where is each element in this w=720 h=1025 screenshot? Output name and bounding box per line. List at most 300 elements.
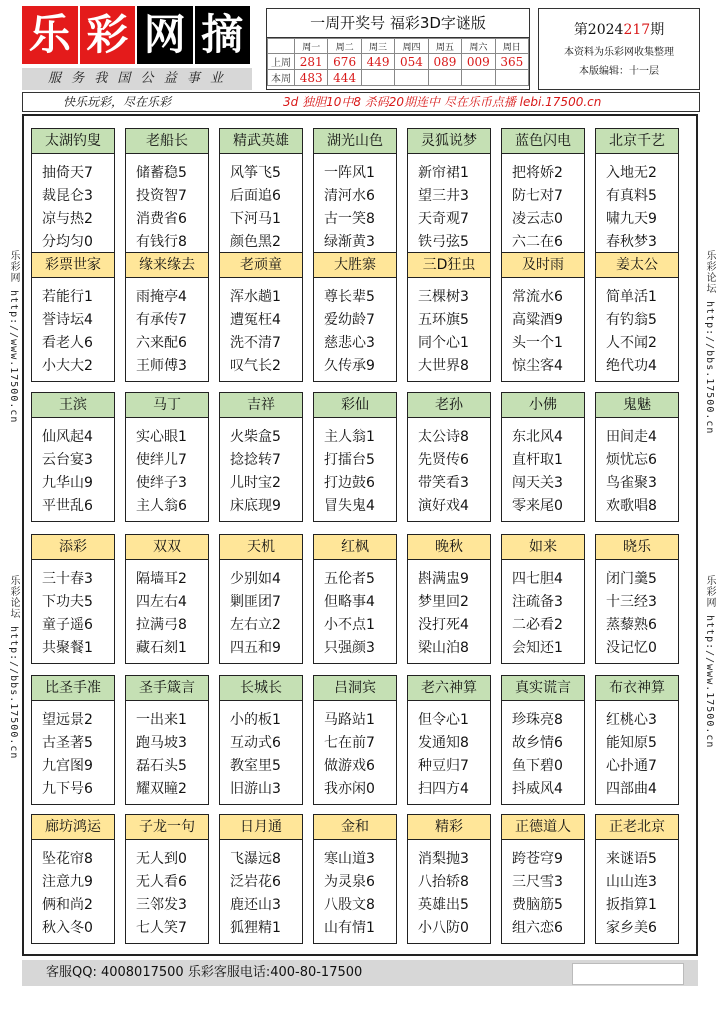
slogan: 服 务 我 国 公 益 事 业 bbox=[22, 68, 252, 90]
riddle-card bbox=[219, 128, 303, 258]
card-title: 北京千艺 bbox=[596, 129, 678, 154]
draw-number: 009 bbox=[462, 54, 495, 70]
draw-title: 一周开奖号 福彩3D字谜版 bbox=[267, 9, 529, 38]
riddle-card bbox=[31, 675, 115, 805]
card-lines bbox=[220, 840, 302, 940]
riddle-card bbox=[313, 814, 397, 944]
riddle-line: 四五和9 bbox=[230, 640, 281, 656]
riddle-line: 高粱酒9 bbox=[512, 312, 563, 328]
card-lines bbox=[314, 560, 396, 660]
riddle-line: 山山连3 bbox=[606, 874, 657, 890]
riddle-line: 火柴盒5 bbox=[230, 429, 281, 445]
riddle-line: 新帘裙1 bbox=[418, 165, 469, 181]
riddle-line: 童子遥6 bbox=[42, 617, 93, 633]
card-lines bbox=[220, 154, 302, 254]
riddle-line: 珍珠亮8 bbox=[512, 712, 563, 728]
row-label: 上周 bbox=[268, 54, 295, 70]
card-title: 老船长 bbox=[126, 129, 208, 154]
card-lines bbox=[596, 278, 678, 378]
riddle-line: 叹气长2 bbox=[230, 358, 281, 374]
riddle-line: 共聚餐1 bbox=[42, 640, 93, 656]
card-lines bbox=[596, 840, 678, 940]
riddle-line: 做游戏6 bbox=[324, 758, 375, 774]
riddle-line: 六二在6 bbox=[512, 234, 563, 250]
riddle-line: 四七胆4 bbox=[512, 571, 563, 587]
card-title: 正德道人 bbox=[502, 815, 584, 840]
riddle-line: 九华山9 bbox=[42, 475, 93, 491]
card-title: 三D狂虫 bbox=[408, 253, 490, 278]
riddle-grid bbox=[22, 114, 698, 956]
riddle-line: 欢歌唱8 bbox=[606, 498, 657, 514]
card-title: 老顽童 bbox=[220, 253, 302, 278]
riddle-line: 耀双瞳2 bbox=[136, 781, 187, 797]
riddle-line: 若能行1 bbox=[42, 289, 93, 305]
side-label-right-bottom: 乐彩网 http://www.17500.cn bbox=[704, 575, 715, 749]
riddle-card bbox=[501, 392, 585, 522]
card-title: 比圣手准 bbox=[32, 676, 114, 701]
issue-note: 本资料为乐彩网收集整理 bbox=[564, 47, 674, 58]
riddle-line: 互动式6 bbox=[230, 735, 281, 751]
riddle-line: 风筝飞5 bbox=[230, 165, 281, 181]
riddle-card bbox=[125, 392, 209, 522]
card-title: 添彩 bbox=[32, 535, 114, 560]
card-lines bbox=[220, 560, 302, 660]
riddle-line: 六来配6 bbox=[136, 335, 187, 351]
riddle-card bbox=[313, 252, 397, 382]
riddle-line: 使绊儿7 bbox=[136, 452, 187, 468]
card-lines bbox=[596, 154, 678, 254]
riddle-line: 八股文8 bbox=[324, 897, 375, 913]
riddle-line: 颜色黑2 bbox=[230, 234, 281, 250]
weekday-label: 周一 bbox=[295, 39, 328, 54]
riddle-line: 有承传7 bbox=[136, 312, 187, 328]
riddle-card bbox=[219, 392, 303, 522]
riddle-line: 下功夫5 bbox=[42, 594, 93, 610]
riddle-card bbox=[501, 675, 585, 805]
card-lines bbox=[32, 701, 114, 801]
contact-info: 客服QQ: 4008017500 乐彩客服电话:400-80-17500 bbox=[46, 965, 363, 980]
riddle-line: 后面追6 bbox=[230, 188, 281, 204]
card-lines bbox=[596, 701, 678, 801]
riddle-line: 简单活1 bbox=[606, 289, 657, 305]
riddle-line: 望远景2 bbox=[42, 712, 93, 728]
riddle-line: 无人到0 bbox=[136, 851, 187, 867]
riddle-line: 闯天关3 bbox=[512, 475, 563, 491]
card-lines bbox=[408, 278, 490, 378]
riddle-line: 带笑看3 bbox=[418, 475, 469, 491]
riddle-line: 主人翁1 bbox=[324, 429, 375, 445]
last-week-row bbox=[268, 54, 529, 70]
card-lines bbox=[408, 840, 490, 940]
ticker-right: 3d 独胆10中8 杀码20期连中 尽在乐币点播 lebi.17500.cn bbox=[283, 95, 602, 109]
card-lines bbox=[596, 560, 678, 660]
riddle-card bbox=[313, 534, 397, 664]
riddle-line: 狐狸精1 bbox=[230, 920, 281, 936]
logo-char: 网 bbox=[137, 6, 193, 64]
riddle-card bbox=[313, 675, 397, 805]
card-lines bbox=[126, 418, 208, 518]
riddle-line: 来谜语5 bbox=[606, 851, 657, 867]
riddle-card bbox=[31, 814, 115, 944]
card-lines bbox=[32, 278, 114, 378]
riddle-line: 消梨抛3 bbox=[418, 851, 469, 867]
riddle-line: 三十春3 bbox=[42, 571, 93, 587]
riddle-line: 看老人6 bbox=[42, 335, 93, 351]
riddle-line: 王师傅3 bbox=[136, 358, 187, 374]
riddle-line: 教室里5 bbox=[230, 758, 281, 774]
riddle-card bbox=[219, 534, 303, 664]
card-title: 红枫 bbox=[314, 535, 396, 560]
riddle-line: 九下号6 bbox=[42, 781, 93, 797]
riddle-line: 三尺雪3 bbox=[512, 874, 563, 890]
riddle-line: 三邻发3 bbox=[136, 897, 187, 913]
riddle-line: 泛岩花6 bbox=[230, 874, 281, 890]
card-lines bbox=[314, 418, 396, 518]
card-lines bbox=[502, 560, 584, 660]
card-title: 马丁 bbox=[126, 393, 208, 418]
card-lines bbox=[126, 154, 208, 254]
card-lines bbox=[502, 418, 584, 518]
riddle-line: 扳指算1 bbox=[606, 897, 657, 913]
side-label-left-top: 乐彩网 http://www.17500.cn bbox=[8, 250, 19, 424]
weekday-label: 周二 bbox=[328, 39, 361, 54]
card-title: 姜太公 bbox=[596, 253, 678, 278]
draw-number: 054 bbox=[395, 54, 428, 70]
weekday-label: 周日 bbox=[495, 39, 528, 54]
riddle-card bbox=[219, 814, 303, 944]
draw-number: 281 bbox=[295, 54, 328, 70]
riddle-line: 种豆归7 bbox=[418, 758, 469, 774]
riddle-line: 八抬轿8 bbox=[418, 874, 469, 890]
riddle-line: 零来尾0 bbox=[512, 498, 563, 514]
card-lines bbox=[596, 418, 678, 518]
riddle-line: 注疏备3 bbox=[512, 594, 563, 610]
riddle-line: 发通知8 bbox=[418, 735, 469, 751]
riddle-line: 斟满盅9 bbox=[418, 571, 469, 587]
riddle-card bbox=[595, 392, 679, 522]
riddle-line: 梁山泊8 bbox=[418, 640, 469, 656]
draw-number: 483 bbox=[295, 70, 328, 86]
riddle-card bbox=[595, 128, 679, 258]
card-title: 长城长 bbox=[220, 676, 302, 701]
card-title: 蓝色闪电 bbox=[502, 129, 584, 154]
card-title: 晚秋 bbox=[408, 535, 490, 560]
card-title: 双双 bbox=[126, 535, 208, 560]
draw-number: 444 bbox=[328, 70, 361, 86]
riddle-line: 十三经3 bbox=[606, 594, 657, 610]
riddle-card bbox=[219, 252, 303, 382]
riddle-card bbox=[501, 128, 585, 258]
riddle-card bbox=[219, 675, 303, 805]
riddle-line: 坠花帘8 bbox=[42, 851, 93, 867]
riddle-line: 东北风4 bbox=[512, 429, 563, 445]
riddle-line: 没打死4 bbox=[418, 617, 469, 633]
card-lines bbox=[220, 418, 302, 518]
card-title: 鬼魅 bbox=[596, 393, 678, 418]
riddle-line: 有真料5 bbox=[606, 188, 657, 204]
riddle-line: 有钱行8 bbox=[136, 234, 187, 250]
card-title: 正老北京 bbox=[596, 815, 678, 840]
riddle-line: 左右立2 bbox=[230, 617, 281, 633]
riddle-line: 没记忆0 bbox=[606, 640, 657, 656]
riddle-line: 捻捻转7 bbox=[230, 452, 281, 468]
riddle-card bbox=[501, 814, 585, 944]
logo-char: 乐 bbox=[22, 6, 78, 64]
riddle-line: 四部曲4 bbox=[606, 781, 657, 797]
card-title: 圣手箴言 bbox=[126, 676, 208, 701]
riddle-card bbox=[125, 814, 209, 944]
draw-table bbox=[267, 38, 529, 86]
card-title: 小佛 bbox=[502, 393, 584, 418]
issue-box bbox=[538, 8, 700, 90]
card-title: 金和 bbox=[314, 815, 396, 840]
riddle-card bbox=[31, 392, 115, 522]
riddle-line: 常流水6 bbox=[512, 289, 563, 305]
card-lines bbox=[314, 154, 396, 254]
riddle-line: 太公诗8 bbox=[418, 429, 469, 445]
riddle-line: 二必看2 bbox=[512, 617, 563, 633]
riddle-line: 鱼下碧0 bbox=[512, 758, 563, 774]
card-lines bbox=[502, 278, 584, 378]
riddle-line: 誉诗坛4 bbox=[42, 312, 93, 328]
card-lines bbox=[126, 278, 208, 378]
riddle-line: 英雄出5 bbox=[418, 897, 469, 913]
riddle-line: 心扑通7 bbox=[606, 758, 657, 774]
riddle-line: 久传承9 bbox=[324, 358, 375, 374]
card-title: 彩仙 bbox=[314, 393, 396, 418]
riddle-line: 凌云志0 bbox=[512, 211, 563, 227]
riddle-line: 分均匀0 bbox=[42, 234, 93, 250]
card-title: 太湖钓叟 bbox=[32, 129, 114, 154]
logo bbox=[22, 6, 252, 66]
riddle-line: 小大大2 bbox=[42, 358, 93, 374]
riddle-line: 清河水6 bbox=[324, 188, 375, 204]
riddle-line: 消费省6 bbox=[136, 211, 187, 227]
card-title: 老六神算 bbox=[408, 676, 490, 701]
riddle-line: 跑马坡3 bbox=[136, 735, 187, 751]
card-lines bbox=[220, 278, 302, 378]
riddle-line: 少别如4 bbox=[230, 571, 281, 587]
riddle-line: 无人看6 bbox=[136, 874, 187, 890]
riddle-line: 山有情1 bbox=[324, 920, 375, 936]
riddle-line: 防七对7 bbox=[512, 188, 563, 204]
riddle-card bbox=[125, 534, 209, 664]
riddle-line: 梦里回2 bbox=[418, 594, 469, 610]
riddle-line: 小的板1 bbox=[230, 712, 281, 728]
riddle-line: 三棵树3 bbox=[418, 289, 469, 305]
riddle-line: 飞瀑远8 bbox=[230, 851, 281, 867]
riddle-line: 大世界8 bbox=[418, 358, 469, 374]
riddle-line: 九宫图9 bbox=[42, 758, 93, 774]
riddle-card bbox=[595, 675, 679, 805]
card-title: 彩票世家 bbox=[32, 253, 114, 278]
card-lines bbox=[32, 840, 114, 940]
promo-ticker bbox=[22, 92, 700, 112]
riddle-card bbox=[595, 252, 679, 382]
weekday-label: 周四 bbox=[395, 39, 428, 54]
riddle-line: 入地无2 bbox=[606, 165, 657, 181]
riddle-line: 闭门羹5 bbox=[606, 571, 657, 587]
riddle-line: 使绊子3 bbox=[136, 475, 187, 491]
riddle-line: 仙风起4 bbox=[42, 429, 93, 445]
weekday-label: 周六 bbox=[462, 39, 495, 54]
riddle-line: 但略事4 bbox=[324, 594, 375, 610]
riddle-card bbox=[125, 128, 209, 258]
riddle-line: 旧游山3 bbox=[230, 781, 281, 797]
weekday-label: 周三 bbox=[361, 39, 394, 54]
riddle-line: 古一笑8 bbox=[324, 211, 375, 227]
riddle-card bbox=[31, 534, 115, 664]
riddle-line: 跨苍穹9 bbox=[512, 851, 563, 867]
side-label-left-bottom: 乐彩论坛 http://bbs.17500.cn bbox=[8, 575, 19, 760]
riddle-line: 家乡美6 bbox=[606, 920, 657, 936]
riddle-card bbox=[125, 252, 209, 382]
riddle-line: 古圣著5 bbox=[42, 735, 93, 751]
issue-editor: 本版编辑：十一层 bbox=[579, 66, 659, 77]
riddle-line: 为灵泉6 bbox=[324, 874, 375, 890]
draw-number: 089 bbox=[428, 54, 461, 70]
card-title: 廊坊鸿运 bbox=[32, 815, 114, 840]
draw-number: 676 bbox=[328, 54, 361, 70]
weekday-header-row bbox=[268, 39, 529, 54]
riddle-line: 床底现9 bbox=[230, 498, 281, 514]
riddle-line: 把将娇2 bbox=[512, 165, 563, 181]
riddle-line: 蒸藜熟6 bbox=[606, 617, 657, 633]
riddle-line: 春秋梦3 bbox=[606, 234, 657, 250]
riddle-line: 五环旗5 bbox=[418, 312, 469, 328]
riddle-line: 下河马1 bbox=[230, 211, 281, 227]
riddle-line: 惊尘客4 bbox=[512, 358, 563, 374]
card-lines bbox=[314, 278, 396, 378]
riddle-line: 啸九天9 bbox=[606, 211, 657, 227]
riddle-line: 七人笑7 bbox=[136, 920, 187, 936]
riddle-card bbox=[31, 128, 115, 258]
riddle-card bbox=[407, 252, 491, 382]
riddle-line: 秋入冬0 bbox=[42, 920, 93, 936]
riddle-line: 抖威风4 bbox=[512, 781, 563, 797]
draw-results-box bbox=[266, 8, 530, 90]
card-title: 王滨 bbox=[32, 393, 114, 418]
riddle-card bbox=[31, 252, 115, 382]
card-lines bbox=[126, 840, 208, 940]
draw-number: 449 bbox=[361, 54, 394, 70]
riddle-line: 直杆取1 bbox=[512, 452, 563, 468]
riddle-line: 我亦闲0 bbox=[324, 781, 375, 797]
riddle-line: 四左右4 bbox=[136, 594, 187, 610]
riddle-line: 绿渐黄3 bbox=[324, 234, 375, 250]
riddle-line: 小不点1 bbox=[324, 617, 375, 633]
riddle-line: 打擂台5 bbox=[324, 452, 375, 468]
riddle-line: 拉满弓8 bbox=[136, 617, 187, 633]
card-title: 灵狐说梦 bbox=[408, 129, 490, 154]
riddle-line: 会知还1 bbox=[512, 640, 563, 656]
footer bbox=[22, 960, 698, 986]
issue-number: 第2024217期 bbox=[573, 22, 665, 38]
card-title: 及时雨 bbox=[502, 253, 584, 278]
riddle-card bbox=[313, 392, 397, 522]
riddle-line: 抽倚天7 bbox=[42, 165, 93, 181]
riddle-line: 浑水趟1 bbox=[230, 289, 281, 305]
weekday-label: 周五 bbox=[428, 39, 461, 54]
riddle-line: 云台宴3 bbox=[42, 452, 93, 468]
card-title: 日月通 bbox=[220, 815, 302, 840]
card-lines bbox=[502, 840, 584, 940]
card-title: 子龙一句 bbox=[126, 815, 208, 840]
card-lines bbox=[126, 701, 208, 801]
card-title: 天机 bbox=[220, 535, 302, 560]
card-lines bbox=[502, 154, 584, 254]
riddle-line: 一出来1 bbox=[136, 712, 187, 728]
riddle-line: 注意九9 bbox=[42, 874, 93, 890]
riddle-line: 铁弓弦5 bbox=[418, 234, 469, 250]
card-lines bbox=[408, 701, 490, 801]
riddle-line: 但令心1 bbox=[418, 712, 469, 728]
riddle-line: 藏石刻1 bbox=[136, 640, 187, 656]
riddle-line: 烦忧忘6 bbox=[606, 452, 657, 468]
card-title: 精彩 bbox=[408, 815, 490, 840]
card-lines bbox=[502, 701, 584, 801]
card-title: 吉祥 bbox=[220, 393, 302, 418]
riddle-line: 一阵风1 bbox=[324, 165, 375, 181]
card-title: 如来 bbox=[502, 535, 584, 560]
this-week-row bbox=[268, 70, 529, 86]
riddle-line: 慈悲心3 bbox=[324, 335, 375, 351]
riddle-line: 剿匪团7 bbox=[230, 594, 281, 610]
riddle-card bbox=[407, 675, 491, 805]
riddle-line: 俩和尚2 bbox=[42, 897, 93, 913]
riddle-line: 实心眼1 bbox=[136, 429, 187, 445]
footer-blank-box bbox=[572, 963, 684, 985]
card-lines bbox=[220, 701, 302, 801]
riddle-line: 七在前7 bbox=[324, 735, 375, 751]
card-title: 吕洞宾 bbox=[314, 676, 396, 701]
riddle-line: 主人翁6 bbox=[136, 498, 187, 514]
card-lines bbox=[408, 154, 490, 254]
riddle-line: 裁昆仑3 bbox=[42, 188, 93, 204]
riddle-line: 演好戏4 bbox=[418, 498, 469, 514]
card-lines bbox=[408, 418, 490, 518]
riddle-line: 头一个1 bbox=[512, 335, 563, 351]
card-title: 精武英雄 bbox=[220, 129, 302, 154]
card-lines bbox=[314, 701, 396, 801]
header bbox=[22, 6, 698, 88]
riddle-line: 小八防0 bbox=[418, 920, 469, 936]
card-title: 缘来缘去 bbox=[126, 253, 208, 278]
riddle-line: 能知原5 bbox=[606, 735, 657, 751]
riddle-line: 田间走4 bbox=[606, 429, 657, 445]
riddle-line: 有钓翁5 bbox=[606, 312, 657, 328]
riddle-line: 磊石头5 bbox=[136, 758, 187, 774]
riddle-line: 先贤传6 bbox=[418, 452, 469, 468]
card-title: 布衣神算 bbox=[596, 676, 678, 701]
riddle-line: 红桃心3 bbox=[606, 712, 657, 728]
riddle-line: 天奇观7 bbox=[418, 211, 469, 227]
riddle-line: 打边鼓6 bbox=[324, 475, 375, 491]
riddle-line: 隔墙耳2 bbox=[136, 571, 187, 587]
card-lines bbox=[126, 560, 208, 660]
row-label: 本周 bbox=[268, 70, 295, 86]
card-lines bbox=[32, 154, 114, 254]
riddle-line: 鸟雀聚3 bbox=[606, 475, 657, 491]
riddle-line: 绝代功4 bbox=[606, 358, 657, 374]
riddle-line: 凉与热2 bbox=[42, 211, 93, 227]
riddle-line: 只强颜3 bbox=[324, 640, 375, 656]
draw-number: 365 bbox=[495, 54, 528, 70]
riddle-line: 人不闻2 bbox=[606, 335, 657, 351]
card-lines bbox=[408, 560, 490, 660]
riddle-line: 遭冤枉4 bbox=[230, 312, 281, 328]
card-title: 老孙 bbox=[408, 393, 490, 418]
